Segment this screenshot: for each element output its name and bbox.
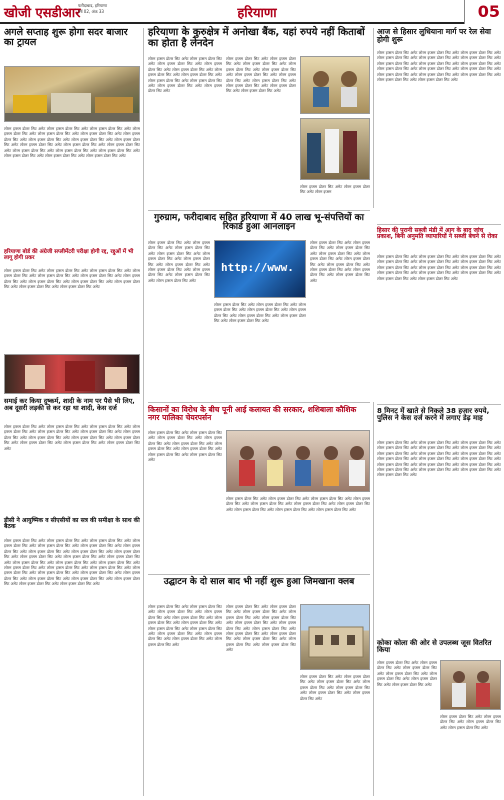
rule-gym-top: [148, 574, 370, 575]
headline-kurukshetra-bank: हरियाणा के कुरुक्षेत्र में अनोखा बैंक, यहां रुपये नहीं किताबों का होता है लेनदेन: [148, 27, 365, 49]
photo-kurukshetra-2: [300, 118, 370, 180]
body-farmers-1: लोरम इप्सम डोलर सिट अमेट लोरम इप्सम डोलर सिट अमेट लोरम इप्सम डोलर सिट अमेट लोरम इप्सम डोलर सिट अमेट लोरम इप्सम डोलर सिट अमेट लोरम इप्सम डोलर सिट अमेट लोरम इप्सम डोलर सिट अमेट लोरम इप्सम डोलर सिट अमेट लोरम इप्सम डोलर सिट अमेट: [148, 430, 222, 463]
photo-gym-art: [301, 605, 370, 670]
photo-bus-stand-art: [5, 67, 140, 122]
column-rule-right-top: [373, 28, 374, 208]
headline-land-registry: गुरुग्राम, फरीदाबाद सहित हरियाणा में 40 लाख भू-संपत्तियों का रिकार्ड हुआ आनलाइन: [154, 213, 364, 233]
body-love-affair: लोरम इप्सम डोलर सिट अमेट लोरम इप्सम डोलर सिट अमेट लोरम इप्सम डोलर सिट अमेट लोरम इप्सम डोलर सिट अमेट लोरम इप्सम डोलर सिट अमेट लोरम इप्सम डोलर सिट अमेट लोरम इप्सम डोलर सिट अमेट लोरम इप्सम डोलर सिट अमेट लोरम इप्सम डोलर सिट अमेट लोरम इप्सम डोलर सिट अमेट लोरम इप्सम डोलर सिट अमेट लोरम इप्सम डोलर सिट अमेट लोरम इप्सम डोलर सिट अमेट: [4, 424, 140, 451]
headline-liquor: 8 मिनट में खाते से निकले 38 हजार रुपये, पुलिस ने केस दर्ज करने में लगाए डेढ़ माह: [377, 407, 490, 423]
body-hisar-rail: लोरम इप्सम डोलर सिट अमेट लोरम इप्सम डोलर सिट अमेट लोरम इप्सम डोलर सिट अमेट लोरम इप्सम डोलर सिट अमेट लोरम इप्सम डोलर सिट अमेट लोरम इप्सम डोलर सिट अमेट लोरम इप्सम डोलर सिट अमेट लोरम इप्सम डोलर सिट अमेट लोरम इप्सम डोलर सिट अमेट लोरम इप्सम डोलर सिट अमेट लोरम इप्सम डोलर सिट अमेट लोरम इप्सम डोलर सिट अमेट लोरम इप्सम डोलर सिट अमेट लोरम इप्सम डोलर सिट अमेट लोरम इप्सम डोलर सिट अमेट लोरम इप्सम डोलर सिट अमेट लोरम इप्सम डोलर सिट अमेट: [377, 50, 501, 83]
photo-http: [214, 240, 306, 298]
body-kurukshetra-3: लोरम इप्सम डोलर सिट अमेट लोरम इप्सम डोलर सिट अमेट लोरम इप्सम: [300, 184, 370, 195]
headline-diesel: डीसी ने आयुष्मिक व सीएसीयों का सत्र की समीक्षा के साथ की बैठक: [4, 517, 140, 531]
rule-land-top: [148, 210, 370, 211]
paper-name: खोजी एसडीआर: [4, 6, 81, 21]
body-gym-2: लोरम इप्सम डोलर सिट अमेट लोरम इप्सम डोलर सिट अमेट लोरम इप्सम डोलर सिट अमेट लोरम इप्सम डोलर सिट अमेट लोरम इप्सम डोलर सिट अमेट लोरम इप्सम डोलर सिट अमेट लोरम इप्सम डोलर सिट अमेट लोरम इप्सम डोलर सिट अमेट लोरम इप्सम डोलर सिट अमेट लोरम इप्सम डोलर सिट अमेट लोरम इप्सम डोलर सिट अमेट लोरम इप्सम डोलर सिट अमेट लोरम इप्सम डोलर सिट अमेट: [226, 604, 296, 653]
body-coca-cola-2: लोरम इप्सम डोलर सिट अमेट लोरम इप्सम डोलर सिट अमेट लोरम इप्सम डोलर सिट अमेट लोरम इप्सम डोलर सिट अमेट: [440, 714, 501, 730]
body-gym-1: लोरम इप्सम डोलर सिट अमेट लोरम इप्सम डोलर सिट अमेट लोरम इप्सम डोलर सिट अमेट लोरम इप्सम डोलर सिट अमेट लोरम इप्सम डोलर सिट अमेट लोरम इप्सम डोलर सिट अमेट लोरम इप्सम डोलर सिट अमेट लोरम इप्सम डोलर सिट अमेट लोरम इप्सम डोलर सिट अमेट लोरम इप्सम डोलर सिट अमेट लोरम इप्सम डोलर सिट अमेट लोरम इप्सम डोलर सिट अमेट लोरम इप्सम डोलर सिट अमेट: [148, 604, 222, 647]
headline-gym: उद्घाटन के दो साल बाद भी नहीं शुरू हुआ जिमखाना क्लब: [163, 577, 355, 587]
page-number: 05: [477, 2, 500, 21]
rule-hisar: [377, 224, 501, 225]
body-board-exam: लोरम इप्सम डोलर सिट अमेट लोरम इप्सम डोलर सिट अमेट लोरम इप्सम डोलर सिट अमेट लोरम इप्सम डोलर सिट अमेट लोरम इप्सम डोलर सिट अमेट लोरम इप्सम डोलर सिट अमेट लोरम इप्सम डोलर सिट अमेट लोरम इप्सम डोलर सिट अमेट लोरम इप्सम डोलर सिट अमेट लोरम इप्सम डोलर सिट अमेट लोरम इप्सम डोलर सिट अमेट लोरम इप्सम डोलर सिट अमेट: [4, 268, 140, 290]
section-title: हरियाणा: [237, 6, 277, 21]
headline-hisar-mandi: हिसार की पुरानी सब्जी मंडी में आग के बाद जांच प्रकाश, बिना अनुमति व्यापारियों ने सब्जी बेचने से रोका: [377, 227, 498, 241]
body-land-3: लोरम इप्सम डोलर सिट अमेट लोरम इप्सम डोलर सिट अमेट लोरम इप्सम डोलर सिट अमेट लोरम इप्सम डोलर सिट अमेट लोरम इप्सम डोलर सिट अमेट लोरम इप्सम डोलर सिट अमेट लोरम इप्सम डोलर सिट अमेट लोरम इप्सम डोलर सिट अमेट लोरम इप्सम डोलर सिट अमेट लोरम इप्सम डोलर सिट अमेट: [310, 240, 370, 283]
rule-farmers-top: [148, 402, 370, 403]
headline-bus-stand: अगले सप्ताह शुरू होगा सदर बाजार का ट्रायल: [4, 27, 128, 48]
photo-kurukshetra-2-art: [301, 119, 370, 180]
photo-kurukshetra-1: [300, 56, 370, 114]
masthead-meta-line2: वर्ष 02, अंक 33: [78, 9, 104, 14]
photo-gym: [300, 604, 370, 670]
body-kurukshetra-1: लोरम इप्सम डोलर सिट अमेट लोरम इप्सम डोलर सिट अमेट लोरम इप्सम डोलर सिट अमेट लोरम इप्सम डोलर सिट अमेट लोरम इप्सम डोलर सिट अमेट लोरम इप्सम डोलर सिट अमेट लोरम इप्सम डोलर सिट अमेट लोरम इप्सम डोलर सिट अमेट लोरम इप्सम डोलर सिट अमेट लोरम इप्सम डोलर सिट अमेट लोरम इप्सम डोलर सिट अमेट: [148, 56, 222, 94]
headline-farmers: किसानों का विरोध के बीच पूनी आई कलायत की सरकार, शशिबाला कौशिक नगर पालिका चेयरपर्सन: [148, 405, 357, 422]
headline-hisar-rail: आज से हिसार लुधियाना मार्ग पर रेल सेवा होगी शुरू: [377, 27, 491, 44]
body-bus-stand: लोरम इप्सम डोलर सिट अमेट लोरम इप्सम डोलर सिट अमेट लोरम इप्सम डोलर सिट अमेट लोरम इप्सम डोलर सिट अमेट लोरम इप्सम डोलर सिट अमेट लोरम इप्सम डोलर सिट अमेट लोरम इप्सम डोलर सिट अमेट लोरम इप्सम डोलर सिट अमेट लोरम इप्सम डोलर सिट अमेट लोरम इप्सम डोलर सिट अमेट लोरम इप्सम डोलर सिट अमेट लोरम इप्सम डोलर सिट अमेट लोरम इप्सम डोलर सिट अमेट लोरम इप्सम डोलर सिट अमेट लोरम इप्सम डोलर सिट अमेट लोरम इप्सम डोलर सिट अमेट लोरम इप्सम डोलर सिट अमेट लोरम इप्सम डोलर सिट अमेट लोरम इप्सम डोलर सिट अमेट: [4, 126, 140, 159]
body-kurukshetra-2: लोरम इप्सम डोलर सिट अमेट लोरम इप्सम डोलर सिट अमेट लोरम इप्सम डोलर सिट अमेट लोरम इप्सम डोलर सिट अमेट लोरम इप्सम डोलर सिट अमेट लोरम इप्सम डोलर सिट अमेट लोरम इप्सम डोलर सिट अमेट लोरम इप्सम डोलर सिट अमेट लोरम इप्सम डोलर सिट अमेट लोरम इप्सम डोलर सिट अमेट लोरम इप्सम डोलर सिट अमेट: [226, 56, 296, 94]
photo-kurukshetra-1-art: [301, 57, 370, 114]
body-hisar-mandi: लोरम इप्सम डोलर सिट अमेट लोरम इप्सम डोलर सिट अमेट लोरम इप्सम डोलर सिट अमेट लोरम इप्सम डोलर सिट अमेट लोरम इप्सम डोलर सिट अमेट लोरम इप्सम डोलर सिट अमेट लोरम इप्सम डोलर सिट अमेट लोरम इप्सम डोलर सिट अमेट लोरम इप्सम डोलर सिट अमेट लोरम इप्सम डोलर सिट अमेट लोरम इप्सम डोलर सिट अमेट लोरम इप्सम डोलर सिट अमेट लोरम इप्सम डोलर सिट अमेट लोरम इप्सम डोलर सिट अमेट: [377, 254, 501, 281]
photo-crime-art: [5, 355, 140, 394]
photo-bus-stand: [4, 66, 140, 122]
photo-crime: [4, 354, 140, 394]
body-land-2: लोरम इप्सम डोलर सिट अमेट लोरम इप्सम डोलर सिट अमेट लोरम इप्सम डोलर सिट अमेट लोरम इप्सम डोलर सिट अमेट लोरम इप्सम डोलर सिट अमेट लोरम इप्सम डोलर सिट अमेट लोरम इप्सम डोलर सिट अमेट लोरम इप्सम डोलर सिट अमेट: [214, 302, 306, 324]
body-gym-3: लोरम इप्सम डोलर सिट अमेट लोरम इप्सम डोलर सिट अमेट लोरम इप्सम डोलर सिट अमेट लोरम इप्सम डोलर सिट अमेट लोरम इप्सम डोलर सिट अमेट लोरम इप्सम डोलर सिट अमेट लोरम इप्सम डोलर सिट अमेट: [300, 674, 370, 701]
body-farmers-2: लोरम इप्सम डोलर सिट अमेट लोरम इप्सम डोलर सिट अमेट लोरम इप्सम डोलर सिट अमेट लोरम इप्सम डोलर सिट अमेट लोरम इप्सम डोलर सिट अमेट लोरम इप्सम डोलर सिट अमेट लोरम इप्सम डोलर सिट अमेट लोरम इप्सम डोलर सिट अमेट लोरम इप्सम डोलर सिट अमेट लोरम इप्सम डोलर सिट अमेट: [226, 496, 370, 512]
column-rule-right-bottom: [373, 402, 374, 796]
headline-coca-cola: कोका कोला की ओर से उपलब्ध जूस वितरित किया: [377, 639, 492, 655]
masthead-meta: [78, 3, 107, 15]
photo-coca-cola-art: [441, 661, 501, 710]
body-land-1: लोरम इप्सम डोलर सिट अमेट लोरम इप्सम डोलर सिट अमेट लोरम इप्सम डोलर सिट अमेट लोरम इप्सम डोलर सिट अमेट लोरम इप्सम डोलर सिट अमेट लोरम इप्सम डोलर सिट अमेट लोरम इप्सम डोलर सिट अमेट लोरम इप्सम डोलर सिट अमेट लोरम इप्सम डोलर सिट अमेट लोरम इप्सम डोलर सिट अमेट लोरम इप्सम डोलर सिट अमेट: [148, 240, 210, 283]
headline-love-affair: समाई कर किया दुष्कर्म, शादी के नाम पर पैसे भी लिए, अब दूसरी लड़की से कर रहा था शादी, केस दर्ज: [4, 397, 135, 412]
rule-liquor-top: [377, 404, 501, 405]
http-url-text: http://www.: [221, 261, 294, 274]
subheadline-bus-stand: हरियाणा बोर्ड की अंग्रेजी सप्लीमेंटरी परीक्षा होगी रद्द, रद्दुओं में भी लागू होगी प्रकर: [4, 249, 134, 261]
photo-coca-cola: [440, 660, 501, 710]
photo-farmers: [226, 430, 370, 492]
body-liquor: लोरम इप्सम डोलर सिट अमेट लोरम इप्सम डोलर सिट अमेट लोरम इप्सम डोलर सिट अमेट लोरम इप्सम डोलर सिट अमेट लोरम इप्सम डोलर सिट अमेट लोरम इप्सम डोलर सिट अमेट लोरम इप्सम डोलर सिट अमेट लोरम इप्सम डोलर सिट अमेट लोरम इप्सम डोलर सिट अमेट लोरम इप्सम डोलर सिट अमेट लोरम इप्सम डोलर सिट अमेट लोरम इप्सम डोलर सिट अमेट लोरम इप्सम डोलर सिट अमेट लोरम इप्सम डोलर सिट अमेट लोरम इप्सम डोलर सिट अमेट लोरम इप्सम डोलर सिट अमेट लोरम इप्सम डोलर सिट अमेट लोरम इप्सम डोलर सिट अमेट लोरम इप्सम डोलर सिट अमेट: [377, 440, 501, 478]
body-coca-cola-1: लोरम इप्सम डोलर सिट अमेट लोरम इप्सम डोलर सिट अमेट लोरम इप्सम डोलर सिट अमेट लोरम इप्सम डोलर सिट अमेट लोरम इप्सम डोलर सिट अमेट लोरम इप्सम डोलर सिट अमेट लोरम इप्सम डोलर सिट अमेट: [377, 660, 437, 687]
column-rule-left: [143, 28, 144, 796]
masthead-meta-line1: फरीदाबाद, हरियाणा: [78, 3, 107, 8]
photo-farmers-art: [227, 431, 370, 492]
body-diesel: लोरम इप्सम डोलर सिट अमेट लोरम इप्सम डोलर सिट अमेट लोरम इप्सम डोलर सिट अमेट लोरम इप्सम डोलर सिट अमेट लोरम इप्सम डोलर सिट अमेट लोरम इप्सम डोलर सिट अमेट लोरम इप्सम डोलर सिट अमेट लोरम इप्सम डोलर सिट अमेट लोरम इप्सम डोलर सिट अमेट लोरम इप्सम डोलर सिट अमेट लोरम इप्सम डोलर सिट अमेट लोरम इप्सम डोलर सिट अमेट लोरम इप्सम डोलर सिट अमेट लोरम इप्सम डोलर सिट अमेट लोरम इप्सम डोलर सिट अमेट लोरम इप्सम डोलर सिट अमेट लोरम इप्सम डोलर सिट अमेट लोरम इप्सम डोलर सिट अमेट लोरम इप्सम डोलर सिट अमेट लोरम इप्सम डोलर सिट अमेट लोरम इप्सम डोलर सिट अमेट लोरम इप्सम डोलर सिट अमेट लोरम इप्सम डोलर सिट अमेट लोरम इप्सम डोलर सिट अमेट लोरम इप्सम डोलर सिट अमेट लोरम इप्सम डोलर सिट अमेट लोरम इप्सम डोलर सिट अमेट लोरम इप्सम डोलर सिट अमेट: [4, 538, 140, 587]
